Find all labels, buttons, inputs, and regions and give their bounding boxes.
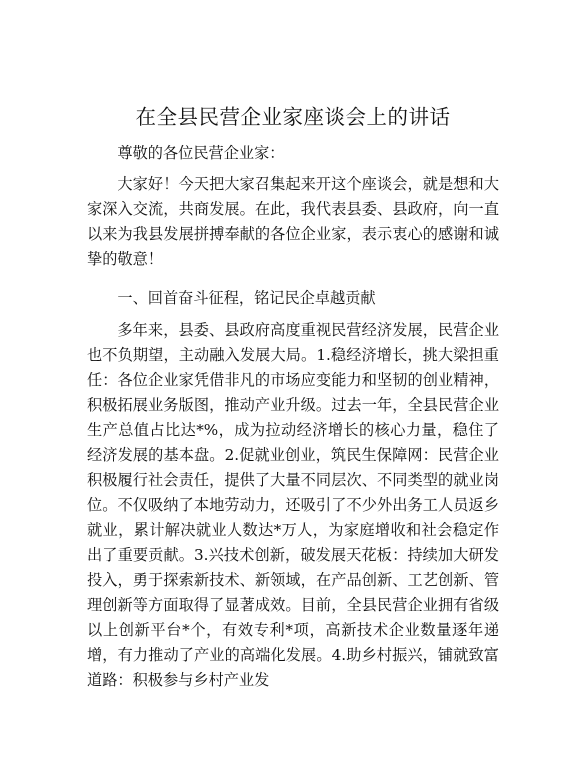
page-title: 在全县民营企业家座谈会上的讲话	[135, 105, 451, 129]
salutation-block	[87, 141, 499, 166]
section-heading: 一、回首奋斗征程，铭记民企卓越贡献	[117, 289, 376, 307]
section-paragraph: 多年来，县委、县政府高度重视民营经济发展，民营企业也不负期望，主动融入发展大局。1.稳经济增长，挑大梁担重任：各位企业家凭借非凡的市场应变能力和坚韧的创业精神，积极拓展业务版图，推动产业升级。过去一年，全县民营企业生产总值占比达*%，成为拉动经济增长的核心力量，稳住了经济发展的基本盘。2.促就业创业，筑民生保障网：民营企业积极履行社会责任，提供了大量不同层次、不同类型的就业岗位。不仅吸纳了本地劳动力，还吸引了不少外出务工人员返乡就业，累计解决就业人数达*万人，为家庭增收和社会稳定作出了重要贡献。3.兴技术创新，破发展天花板：持续加大研发投入，勇于探索新技术、新领域，在产品创新、工艺创新、管理创新等方面取得了显著成效。目前，全县民营企业拥有省级以上创新平台*个，有效专利*项，高新技术企业数量逐年递增，有力推动了产业的高端化发展。4.助乡村振兴，铺就致富道路：积极参与乡村产业发	[87, 321, 499, 689]
section-heading-block	[87, 286, 499, 311]
opening-paragraph: 大家好！今天把大家召集起来开这个座谈会，就是想和大家深入交流，共商发展。在此，我代表县委、县政府，向一直以来为我县发展拼搏奉献的各位企业家，表示衷心的感谢和诚挚的敬意！	[87, 175, 499, 268]
section-body-block	[87, 318, 499, 693]
salutation: 尊敬的各位民营企业家：	[117, 144, 285, 162]
opening-block	[87, 172, 499, 272]
